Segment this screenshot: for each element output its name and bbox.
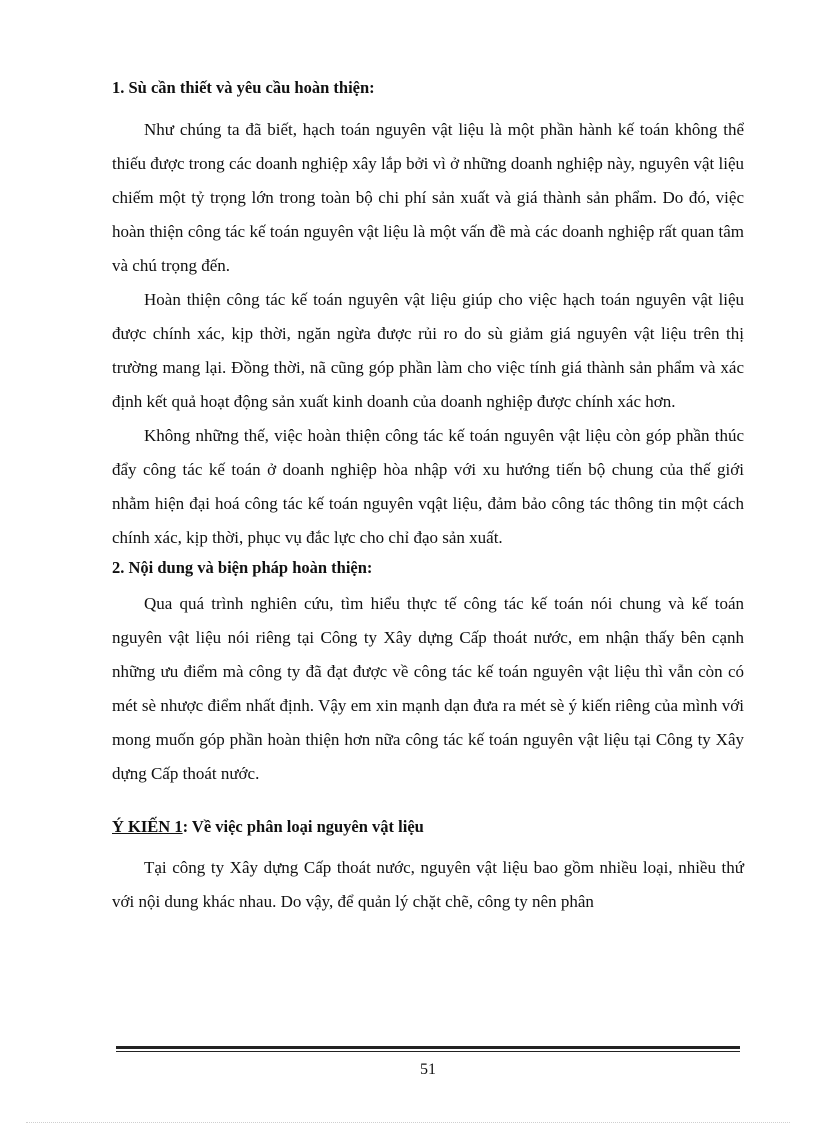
page-footer [116, 1046, 740, 1079]
section-1-paragraph-2: Hoàn thiện công tác kế toán nguyên vật liệu giúp cho việc hạch toán nguyên vật liệu được chính xác, kịp thời, ngăn ngừa được rủi ro do sù giảm giá nguyên vật liệu trên thị trường mang lại. Đồng thời, nã cũng góp phần làm cho việc tính giá thành sản phẩm và xác định kết quả hoạt động sản xuất kinh doanh của doanh nghiệp được chính xác hơn. [112, 290, 744, 411]
footer-divider-thin [116, 1051, 740, 1052]
section-1-paragraph-3: Không những thế, việc hoàn thiện công tác kế toán nguyên vật liệu còn góp phần thúc đẩy công tác kế toán ở doanh nghiệp hòa nhập với xu hướng tiến bộ chung của thế giới nhằm hiện đại hoá công tác kế toán nguyên vqật liệu, đảm bảo công tác thông tin một cách chính xác, kịp thời, phục vụ đắc lực cho chỉ đạo sản xuất. [112, 426, 744, 547]
opinion-1-title: : Về việc phân loại nguyên vật liệu [182, 817, 424, 836]
document-body [112, 78, 744, 919]
opinion-1-tag: Ý KIẾN 1 [112, 817, 183, 836]
opinion-1-heading [112, 817, 744, 837]
page-number: 51 [420, 1061, 436, 1078]
section-2-heading: 2. Nội dung và biện pháp hoàn thiện: [112, 558, 373, 577]
section-2-paragraph-1: Qua quá trình nghiên cứu, tìm hiểu thực tế công tác kế toán nói chung và kế toán nguyên vật liệu nói riêng tại Công ty Xây dựng Cấp thoát nước, em nhận thấy bên cạnh những ưu điểm mà công ty đã đạt được về công tác kế toán nguyên vật liệu thì vẫn còn có mét sè nhược điểm nhất định. Vậy em xin mạnh dạn đưa ra mét sè ý kiến riêng của mình với mong muốn góp phần hoàn thiện hơn nữa công tác kế toán nguyên vật liệu tại Công ty Xây dựng Cấp thoát nước. [112, 594, 744, 783]
opinion-1-paragraph: Tại công ty Xây dựng Cấp thoát nước, nguyên vật liệu bao gồm nhiều loại, nhiều thứ với nội dung khác nhau. Do vậy, để quản lý chặt chẽ, công ty nên phân [112, 858, 744, 911]
section-1-paragraph-1: Như chúng ta đã biết, hạch toán nguyên vật liệu là một phần hành kế toán không thể thiếu được trong các doanh nghiệp xây lắp bởi vì ở những doanh nghiệp này, nguyên vật liệu chiếm một tỷ trọng lớn trong toàn bộ chi phí sản xuất và giá thành sản phẩm. Do đó, việc hoàn thiện công tác kế toán nguyên vật liệu là một vấn đề mà các doanh nghiệp rất quan tâm và chú trọng đến. [112, 120, 744, 275]
section-1-heading: 1. Sù cần thiết và yêu cầu hoàn thiện: [112, 78, 375, 97]
footer-divider-thick [116, 1046, 740, 1049]
